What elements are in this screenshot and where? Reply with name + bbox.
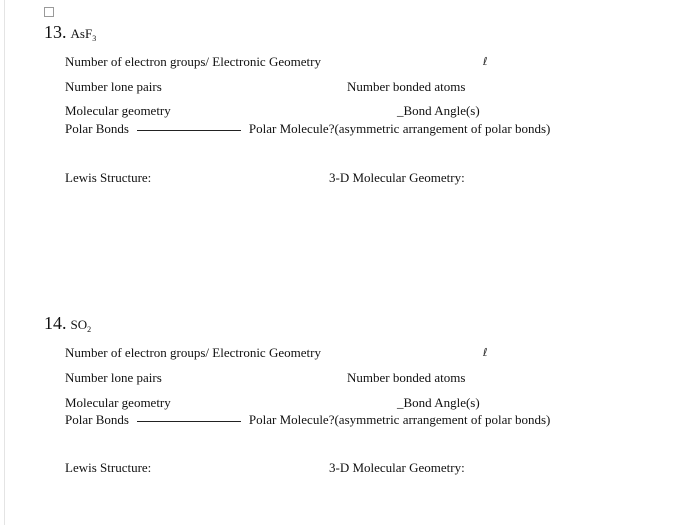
formula-main: SO [70, 317, 88, 332]
polar-bonds-label: Polar Bonds [65, 121, 129, 136]
molecular-geometry-label: Molecular geometry [65, 103, 171, 118]
page-left-edge [4, 0, 5, 525]
polar-bonds-row [65, 412, 550, 428]
polar-molecule-label: Polar Molecule?(asymmetric arrangement of polar bonds) [248, 412, 551, 427]
lone-pairs-label: Number lone pairs [65, 79, 162, 94]
bonded-atoms-label: Number bonded atoms [347, 79, 466, 94]
polar-bonds-row [65, 121, 550, 137]
lewis-structure-label: Lewis Structure: [65, 460, 152, 475]
molecule-formula [71, 317, 92, 332]
lewis-structure-label: Lewis Structure: [65, 170, 152, 185]
molecular-geometry-label: Molecular geometry [65, 395, 171, 410]
handwritten-mark: ℓ [483, 55, 488, 68]
question-number: 14. [44, 313, 67, 333]
formula-subscript: 3 [92, 34, 97, 43]
polar-bonds-blank [137, 130, 241, 131]
bonded-atoms-label: Number bonded atoms [347, 370, 466, 385]
geometry-3d-label: 3-D Molecular Geometry: [329, 170, 465, 185]
bond-angle-label: _Bond Angle(s) [397, 395, 480, 410]
bond-angle-label: _Bond Angle(s) [397, 103, 480, 118]
formula-subscript: 2 [87, 325, 92, 334]
geometry-3d-label: 3-D Molecular Geometry: [329, 460, 465, 475]
lone-pairs-label: Number lone pairs [65, 370, 162, 385]
electron-groups-label: Number of electron groups/ Electronic Geometry [65, 54, 321, 69]
question-heading [44, 22, 96, 43]
electron-groups-label: Number of electron groups/ Electronic Geometry [65, 345, 321, 360]
handwritten-mark: ℓ [483, 346, 488, 359]
molecule-formula [71, 26, 97, 41]
polar-molecule-label: Polar Molecule?(asymmetric arrangement of polar bonds) [248, 121, 551, 136]
question-number: 13. [44, 22, 67, 42]
polar-bonds-label: Polar Bonds [65, 412, 129, 427]
question-heading [44, 313, 91, 334]
select-checkbox[interactable] [44, 7, 54, 17]
formula-main: AsF [70, 26, 93, 41]
polar-bonds-blank [137, 421, 241, 422]
